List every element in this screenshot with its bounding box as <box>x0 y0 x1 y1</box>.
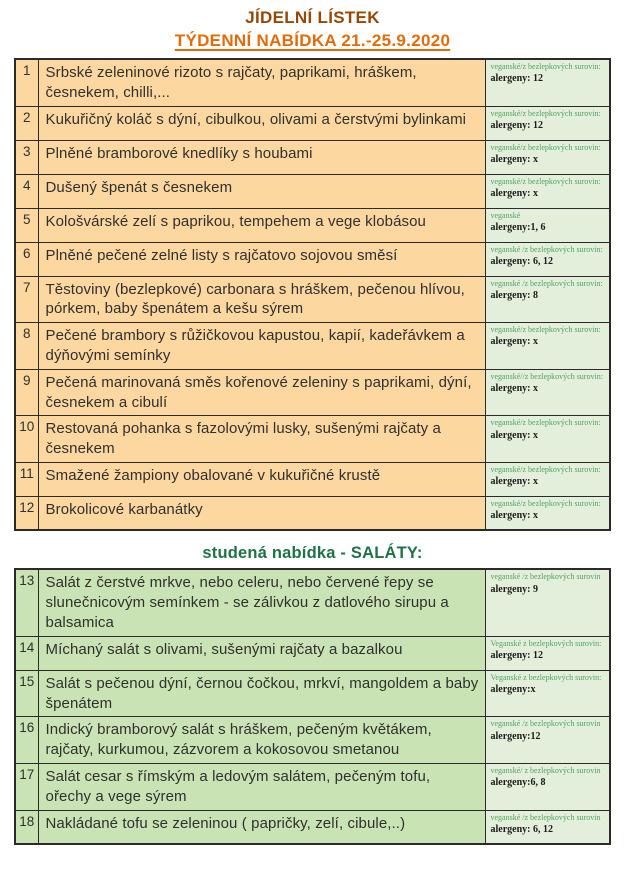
row-number: 8 <box>15 323 38 370</box>
menu-row <box>15 369 610 416</box>
dietary-info-cell <box>485 174 610 208</box>
dish-name: Kukuřičný koláč s dýní, cibulkou, olivami a čerstvými bylinkami <box>38 106 485 140</box>
menu-row <box>15 140 610 174</box>
row-number: 9 <box>15 369 38 416</box>
dish-name: Plněné pečené zelné listy s rajčatovo sojovou směsí <box>38 242 485 276</box>
dish-name: Brokolicové karbanátky <box>38 496 485 530</box>
vegan-label: veganské/z bezlepkových surovin: <box>490 108 601 118</box>
dish-name: Srbské zeleninové rizoto s rajčaty, paprikami, hráškem, česnekem, chilli,... <box>38 59 485 106</box>
dish-name: Kološvárské zelí s paprikou, tempehem a vege klobásou <box>38 208 485 242</box>
row-number: 13 <box>15 569 38 636</box>
dietary-info-cell <box>485 810 610 844</box>
dish-name: Salát s pečenou dýní, černou čočkou, mrkví, mangoldem a baby špenátem <box>38 670 485 717</box>
vegan-label: veganské/z bezlepkových surovin: <box>490 418 601 428</box>
vegan-label: veganské/z bezlepkových surovin: <box>490 62 601 71</box>
dish-name: Salát z čerstvé mrkve, nebo celeru, nebo červené řepy se slunečnicovým semínkem - se zálivkou z datlového sirupu a balsamica <box>38 569 485 636</box>
dish-name: Těstoviny (bezlepkové) carbonara s hráškem, pečenou hlívou, pórkem, baby špenátem a kešu sýrem <box>38 276 485 323</box>
menu-row <box>15 670 610 717</box>
dietary-info-cell <box>485 369 610 416</box>
allergen-label: alergeny:12 <box>490 730 541 742</box>
row-number: 1 <box>15 59 38 106</box>
row-number: 18 <box>15 810 38 844</box>
allergen-label: alergeny: 6, 12 <box>490 823 553 835</box>
allergen-label: alergeny: x <box>490 153 538 165</box>
dietary-info-cell <box>485 323 610 370</box>
menu-row <box>15 276 610 323</box>
allergen-label: alergeny: x <box>490 476 538 488</box>
dietary-info-cell <box>485 416 610 463</box>
allergen-label: alergeny: 9 <box>490 583 538 595</box>
allergen-label: alergeny:x <box>490 684 536 696</box>
vegan-label: veganské /z bezlepkových surovin <box>490 719 601 729</box>
row-number: 6 <box>15 242 38 276</box>
vegan-label: veganské <box>490 210 521 220</box>
vegan-label: veganské/z bezlepkových surovin: <box>490 464 601 474</box>
dietary-info-cell <box>485 496 610 530</box>
dish-name: Indický bramborový salát s hráškem, pečeným květákem, rajčaty, kurkumou, zázvorem a kokosovou smetanou <box>38 717 485 764</box>
row-number: 16 <box>15 717 38 764</box>
dietary-info-cell <box>485 140 610 174</box>
dish-name: Smažené žampiony obalované v kukuřičné krustě <box>38 462 485 496</box>
vegan-label: veganské/z bezlepkových surovin: <box>490 325 601 335</box>
vegan-label: veganské/z bezlepkových surovin: <box>490 498 601 508</box>
allergen-label: alergeny: x <box>490 336 538 348</box>
menu-row <box>15 717 610 764</box>
vegan-label: veganské/ z bezlepkových surovin <box>490 766 601 776</box>
vegan-label: veganské/z bezlepkových surovin: <box>490 176 601 186</box>
vegan-label: veganské /z bezlepkových surovin <box>490 572 601 582</box>
salad-menu-rows <box>15 569 610 844</box>
allergen-label: alergeny: 6, 12 <box>490 255 553 267</box>
row-number: 3 <box>15 140 38 174</box>
vegan-label: veganské /z bezlepkových surovin <box>490 812 601 822</box>
dietary-info-cell <box>485 670 610 717</box>
dish-name: Nakládané tofu se zeleninou ( papričky, zelí, cibule,..) <box>38 810 485 844</box>
vegan-label: veganské /z bezlepkových surovin: <box>490 278 603 288</box>
allergen-label: alergeny: 12 <box>490 73 543 85</box>
allergen-label: alergeny: x <box>490 187 538 199</box>
row-number: 4 <box>15 174 38 208</box>
dish-name: Pečené brambory s růžičkovou kapustou, kapií, kadeřávkem a dýňovými semínky <box>38 323 485 370</box>
row-number: 5 <box>15 208 38 242</box>
row-number: 2 <box>15 106 38 140</box>
page-subtitle: TÝDENNÍ NABÍDKA 21.-25.9.2020 <box>174 31 451 50</box>
dietary-info-cell <box>485 106 610 140</box>
row-number: 7 <box>15 276 38 323</box>
allergen-label: alergeny: 12 <box>490 650 543 662</box>
dietary-info-cell <box>485 276 610 323</box>
row-number: 12 <box>15 496 38 530</box>
menu-row <box>15 810 610 844</box>
vegan-label: veganské /z bezlepkových surovin: <box>490 244 603 254</box>
allergen-label: alergeny:6, 8 <box>490 777 546 789</box>
dish-name: Salát cesar s římským a ledovým salátem, pečeným tofu, ořechy a vege sýrem <box>38 764 485 811</box>
dietary-info-cell <box>485 569 610 636</box>
dish-name: Plněné bramborové knedlíky s houbami <box>38 140 485 174</box>
allergen-label: alergeny:1, 6 <box>490 221 546 233</box>
dish-name: Restovaná pohanka s fazolovými lusky, sušenými rajčaty a česnekem <box>38 416 485 463</box>
menu-row <box>15 462 610 496</box>
vegan-label: veganské//z bezlepkových surovin: <box>490 371 603 381</box>
allergen-label: alergeny: x <box>490 510 538 522</box>
menu-row <box>15 174 610 208</box>
menu-row <box>15 242 610 276</box>
menu-row <box>15 496 610 530</box>
dietary-info-cell <box>485 764 610 811</box>
dish-name: Dušený špenát s česnekem <box>38 174 485 208</box>
dish-name: Míchaný salát s olivami, sušenými rajčaty a bazalkou <box>38 636 485 670</box>
dietary-info-cell <box>485 59 610 106</box>
menu-row <box>15 636 610 670</box>
menu-row <box>15 764 610 811</box>
allergen-label: alergeny: 12 <box>490 119 543 131</box>
row-number: 11 <box>15 462 38 496</box>
vegan-label: Veganské z bezlepkových surovin: <box>490 638 602 648</box>
row-number: 14 <box>15 636 38 670</box>
salads-heading: studená nabídka - SALÁTY: <box>202 544 423 563</box>
menu-row <box>15 59 610 106</box>
menu-row <box>15 569 610 636</box>
dietary-info-cell <box>485 208 610 242</box>
weekly-menu-table <box>14 58 611 531</box>
dietary-info-cell <box>485 717 610 764</box>
vegan-label: veganské/z bezlepkových surovin: <box>490 142 601 152</box>
vegan-label: Veganské z bezlepkových surovin: <box>490 672 602 682</box>
dish-name: Pečená marinovaná směs kořenové zeleniny s paprikami, dýní, česnekem a cibulí <box>38 369 485 416</box>
menu-row <box>15 106 610 140</box>
dietary-info-cell <box>485 636 610 670</box>
salad-menu-table <box>14 568 611 845</box>
dietary-info-cell <box>485 242 610 276</box>
allergen-label: alergeny: x <box>490 382 538 394</box>
menu-row <box>15 208 610 242</box>
allergen-label: alergeny: 8 <box>490 289 538 301</box>
allergen-label: alergeny: x <box>490 429 538 441</box>
row-number: 17 <box>15 764 38 811</box>
page-title: JÍDELNÍ LÍSTEK <box>245 8 380 27</box>
weekly-menu-rows <box>15 59 610 530</box>
menu-row <box>15 416 610 463</box>
dietary-info-cell <box>485 462 610 496</box>
menu-row <box>15 323 610 370</box>
row-number: 10 <box>15 416 38 463</box>
row-number: 15 <box>15 670 38 717</box>
